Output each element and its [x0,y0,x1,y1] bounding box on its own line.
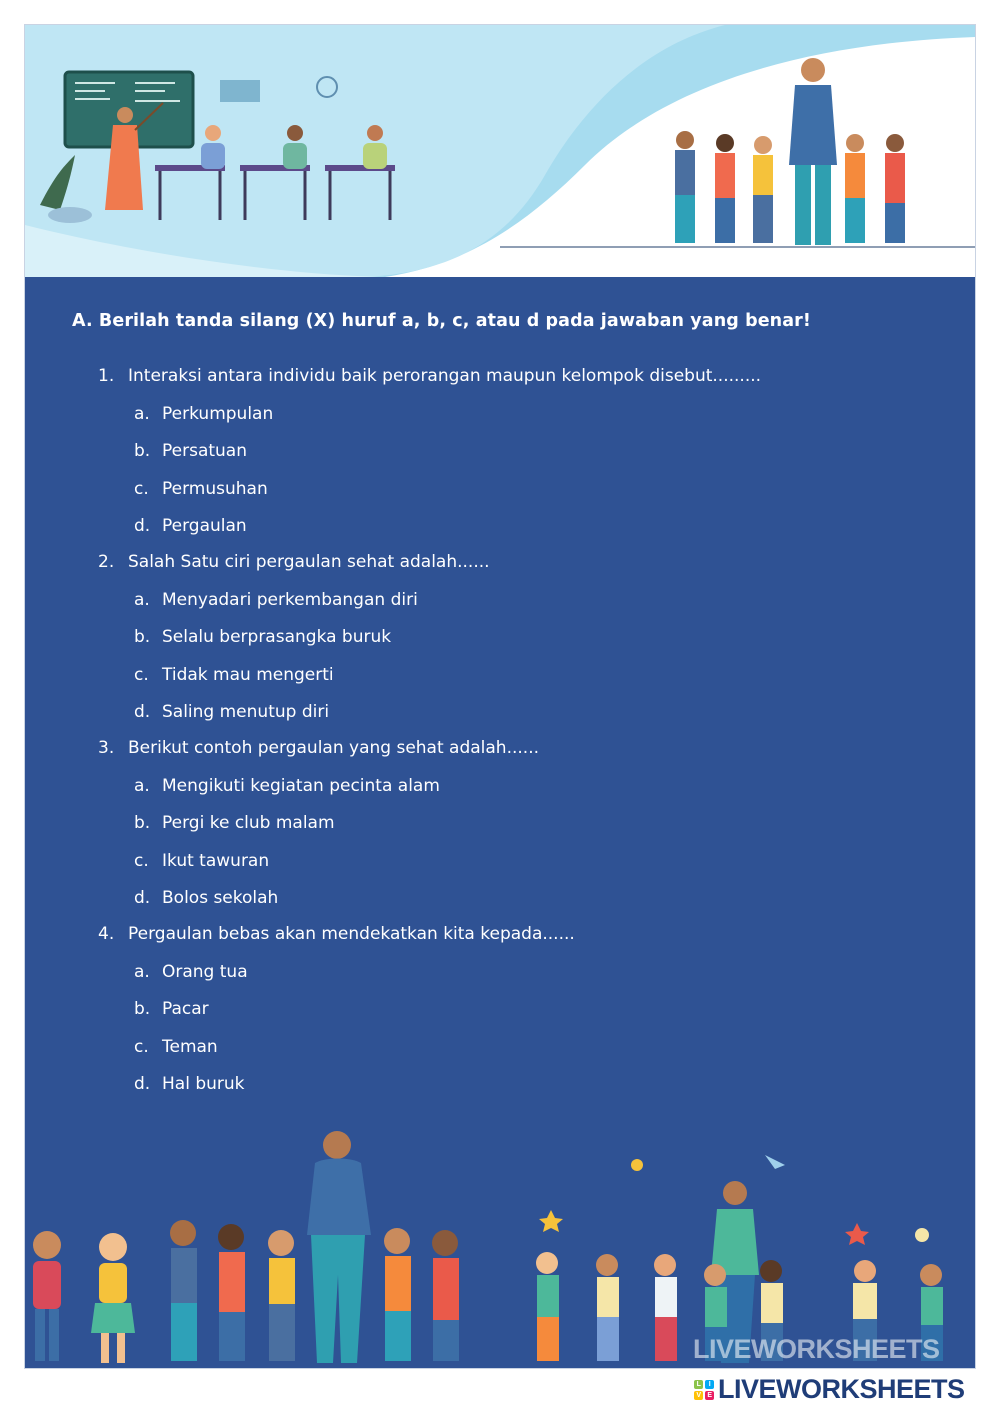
option-text: Ikut tawuran [162,850,270,871]
option-b[interactable] [98,998,938,1020]
option-letter: c. [134,1036,149,1057]
option-b[interactable] [98,440,938,462]
question-text: Interaksi antara individu baik perorangan maupun kelompok disebut......... [128,366,762,386]
option-text: Saling menutup diri [162,702,330,722]
option-letter: d. [134,702,151,722]
liveworksheets-logo-text: LIVEWORKSHEETS [718,1374,965,1404]
option-letter: b. [134,627,151,647]
option-letter: a. [134,589,150,610]
option-text: Teman [162,1036,218,1057]
option-text: Pergi ke club malam [162,813,335,833]
option-c[interactable] [98,850,938,872]
option-d[interactable] [98,1073,938,1095]
question-4 [98,923,938,945]
question-text: Salah Satu ciri pergaulan sehat adalah...... [128,552,490,572]
option-letter: a. [134,403,150,424]
instruction-heading: A. Berilah tanda silang (X) huruf a, b, c, atau d pada jawaban yang benar! [72,311,811,331]
question-block-2 [98,551,938,723]
question-number: 4. [98,924,115,944]
liveworksheets-watermark-inner: LIVEWORKSHEETS [693,1334,940,1364]
option-letter: b. [134,441,151,461]
option-letter: c. [134,478,149,499]
option-a[interactable] [98,775,938,797]
worksheet-page [25,25,975,1368]
option-c[interactable] [98,478,938,500]
option-letter: a. [134,961,150,982]
option-letter: b. [134,813,151,833]
question-text: Berikut contoh pergaulan yang sehat adalah...... [128,738,539,758]
option-text: Selalu berprasangka buruk [162,627,392,647]
option-text: Bolos sekolah [162,888,279,908]
question-2 [98,551,938,573]
question-number: 3. [98,738,115,758]
question-block-4 [98,923,938,1095]
option-text: Menyadari perkembangan diri [162,589,418,610]
logo-letter-l: L [694,1380,703,1389]
logo-letter-e: E [705,1391,714,1400]
option-text: Pacar [162,999,209,1019]
option-list [98,589,938,724]
option-list [98,403,938,538]
option-letter: b. [134,999,151,1019]
question-number: 2. [98,552,115,572]
question-text: Pergaulan bebas akan mendekatkan kita kepada...... [128,924,575,944]
option-d[interactable] [98,701,938,723]
option-d[interactable] [98,887,938,909]
option-c[interactable] [98,664,938,686]
option-text: Perkumpulan [162,403,274,424]
option-list [98,775,938,910]
option-text: Hal buruk [162,1074,245,1094]
option-letter: d. [134,888,151,908]
option-text: Permusuhan [162,478,268,499]
question-1 [98,365,938,387]
option-d[interactable] [98,515,938,537]
question-number: 1. [98,366,115,386]
option-text: Tidak mau mengerti [162,664,334,685]
option-letter: a. [134,775,150,796]
option-b[interactable] [98,626,938,648]
option-text: Persatuan [162,441,247,461]
option-a[interactable] [98,589,938,611]
classroom-banner-illustration [25,25,975,277]
option-a[interactable] [98,961,938,983]
logo-letter-i: I [705,1380,714,1389]
question-block-1 [98,365,938,537]
option-text: Mengikuti kegiatan pecinta alam [162,775,440,796]
question-block-3 [98,737,938,909]
question-3 [98,737,938,759]
option-letter: d. [134,1074,151,1094]
option-letter: c. [134,850,149,871]
liveworksheets-logo [694,1374,965,1405]
option-letter: d. [134,516,151,536]
option-b[interactable] [98,812,938,834]
option-text: Pergaulan [162,516,247,536]
option-list [98,961,938,1096]
option-text: Orang tua [162,961,248,982]
option-c[interactable] [98,1036,938,1058]
logo-letter-v: V [694,1391,703,1400]
liveworksheets-logo-icon [694,1380,714,1400]
option-a[interactable] [98,403,938,425]
children-footer-illustration [25,1115,975,1368]
question-list [98,365,938,1109]
option-letter: c. [134,664,149,685]
